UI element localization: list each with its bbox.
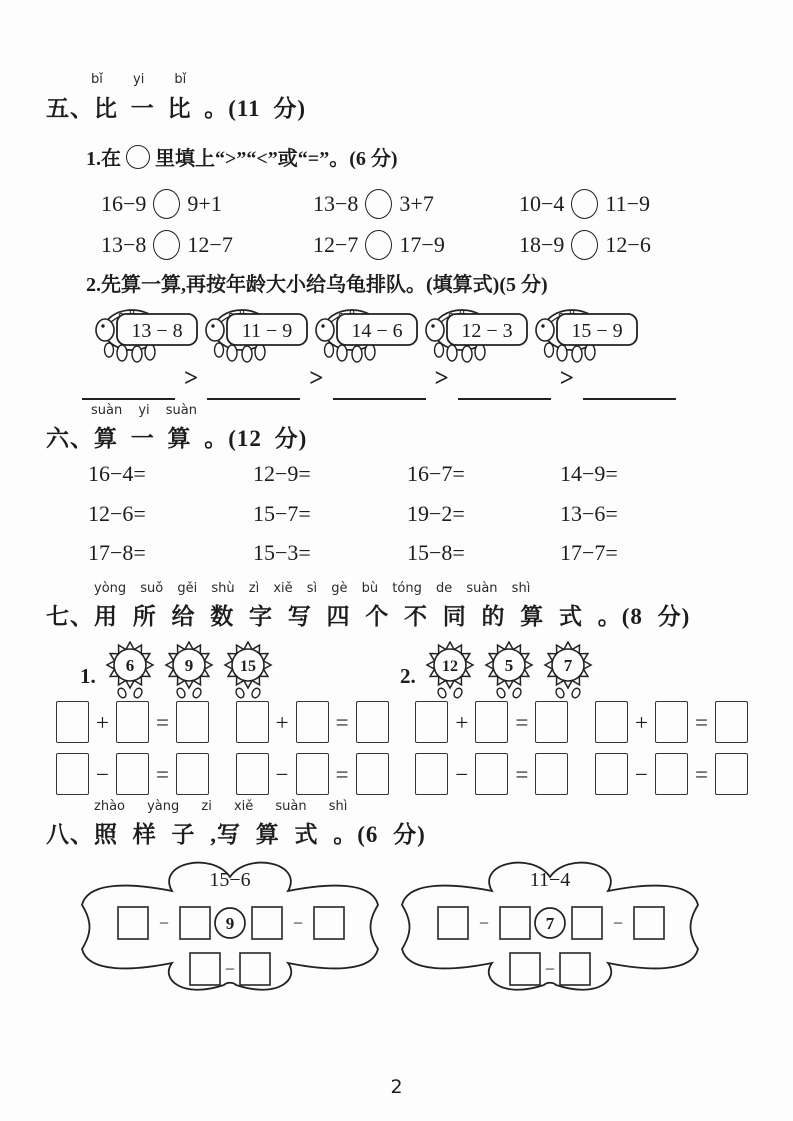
calc-problem: 17−7= <box>560 540 618 565</box>
answer-blank[interactable] <box>333 372 426 400</box>
answer-box[interactable] <box>118 907 148 939</box>
equals-sign: = <box>515 761 529 787</box>
section5-part1-instruction <box>86 142 398 171</box>
answer-box[interactable] <box>438 907 468 939</box>
section5-pinyin: bǐ yi bǐ <box>91 72 187 87</box>
comparison-problem <box>101 183 313 224</box>
flower-diagram <box>390 855 712 1005</box>
turtle-icon <box>424 300 530 364</box>
sun-icon <box>484 641 536 699</box>
plus-sign: + <box>275 709 289 735</box>
plus-sign: + <box>96 709 109 735</box>
answer-box[interactable] <box>176 701 209 743</box>
greater-than-sign: > <box>309 365 324 392</box>
calc-problem: 12−9= <box>253 461 311 486</box>
calc-problem: 12−6= <box>88 500 146 526</box>
section8-title: 八、照 样 子 ,写 算 式 。(6 分) <box>46 822 426 847</box>
expression-left: 18−9 <box>519 231 565 257</box>
section6-pinyin: suàn yi suàn <box>91 403 198 418</box>
sun-number: 5 <box>504 656 513 675</box>
plus-equation-row <box>56 701 748 743</box>
equals-sign: = <box>156 709 169 735</box>
answer-box[interactable] <box>715 701 748 743</box>
answer-box[interactable] <box>535 753 568 795</box>
sun-icon <box>105 641 157 699</box>
group-label: 2. <box>400 664 416 688</box>
group-label: 1. <box>80 664 96 688</box>
greater-than-sign: > <box>559 365 574 392</box>
answer-box[interactable] <box>296 701 329 743</box>
answer-box[interactable] <box>176 753 209 795</box>
calc-problem: 16−7= <box>407 461 465 486</box>
expression-right: 3+7 <box>399 190 434 216</box>
expression-left: 13−8 <box>313 190 359 216</box>
equation-blank-group <box>56 753 209 795</box>
answer-box[interactable] <box>180 907 210 939</box>
greater-than-sign: > <box>434 365 449 392</box>
answer-box[interactable] <box>535 701 568 743</box>
example-expression: 11−4 <box>529 869 571 891</box>
turtle-expression: 14 − 6 <box>351 320 403 342</box>
answer-box[interactable] <box>314 907 344 939</box>
sun-number: 12 <box>441 658 458 675</box>
answer-circle[interactable] <box>571 230 598 260</box>
calc-problem: 15−3= <box>253 540 311 565</box>
answer-box[interactable] <box>634 907 664 939</box>
turtle-icon <box>204 300 310 364</box>
equation-blank-group <box>595 753 748 795</box>
expression-right: 12−6 <box>605 231 651 257</box>
answer-box[interactable] <box>415 753 448 795</box>
answer-circle[interactable] <box>365 230 392 260</box>
expression-left: 12−7 <box>313 231 359 257</box>
equals-sign: = <box>694 761 708 787</box>
comparison-problem <box>313 183 519 224</box>
answer-box[interactable] <box>252 907 282 939</box>
answer-circle[interactable] <box>571 189 598 219</box>
answer-box[interactable] <box>595 753 628 795</box>
sun-icon <box>223 641 275 699</box>
answer-circle[interactable] <box>153 189 180 219</box>
equals-sign: = <box>156 761 169 787</box>
turtle-icon <box>534 300 640 364</box>
answer-box[interactable] <box>296 753 329 795</box>
section5-part2-instruction: 2.先算一算,再按年龄大小给乌龟排队。(填算式)(5 分) <box>86 274 548 296</box>
equals-sign: = <box>694 709 708 735</box>
equals-sign: = <box>335 761 349 787</box>
minus-sign: − <box>634 761 648 787</box>
answer-blank[interactable] <box>207 372 300 400</box>
comparison-problem <box>519 224 651 265</box>
answer-box[interactable] <box>236 701 269 743</box>
calculation-grid <box>88 461 618 580</box>
ranking-row <box>82 366 676 400</box>
expression-right: 11−9 <box>605 190 651 216</box>
sun-icon <box>425 641 477 699</box>
equation-blank-group <box>595 701 748 743</box>
calc-problem: 14−9= <box>560 461 618 486</box>
answer-blank[interactable] <box>458 372 551 400</box>
turtle-expression: 15 − 9 <box>571 320 623 342</box>
plus-sign: + <box>634 709 648 735</box>
answer-box[interactable] <box>116 701 149 743</box>
expression-left: 13−8 <box>101 231 147 257</box>
sun-number: 9 <box>184 656 193 675</box>
plus-sign: + <box>455 709 469 735</box>
answer-box[interactable] <box>500 907 530 939</box>
answer-box[interactable] <box>655 701 688 743</box>
answer-box[interactable] <box>475 753 508 795</box>
answer-blank[interactable] <box>583 372 676 400</box>
answer-box[interactable] <box>475 701 508 743</box>
minus-sign: − <box>275 761 289 787</box>
answer-box[interactable] <box>560 953 590 985</box>
answer-box[interactable] <box>190 953 220 985</box>
answer-circle[interactable] <box>365 189 392 219</box>
turtle-expression: 11 − 9 <box>241 320 293 342</box>
equation-blank-group <box>415 753 568 795</box>
instruction-text-after: 里填上“>”“<”或“=”。(6 分) <box>155 148 398 170</box>
answer-box[interactable] <box>655 753 688 795</box>
equals-sign: = <box>335 709 349 735</box>
equation-blank-group <box>236 701 389 743</box>
answer-box[interactable] <box>415 701 448 743</box>
comparison-problem <box>101 224 313 265</box>
calc-problem: 16−4= <box>88 461 146 486</box>
answer-box[interactable] <box>240 953 270 985</box>
turtle-icon <box>94 300 200 364</box>
minus-sign: − <box>158 913 170 933</box>
sun-number-group-1 <box>80 641 275 699</box>
center-number: 7 <box>545 914 555 933</box>
example-expression: 15−6 <box>209 869 251 891</box>
section7-pinyin: yòng suǒ gěi shù zì xiě sì gè bù tóng de suàn shì <box>94 581 531 596</box>
calc-problem: 17−8= <box>88 540 146 565</box>
minus-sign: − <box>224 959 236 979</box>
example-circle <box>126 145 150 169</box>
minus-sign: − <box>478 913 490 933</box>
minus-sign: − <box>96 761 109 787</box>
greater-than-sign: > <box>184 365 199 392</box>
answer-box[interactable] <box>56 701 89 743</box>
flower-diagram <box>70 855 392 1005</box>
answer-box[interactable] <box>510 953 540 985</box>
section8-pinyin: zhào yàng zi xiě suàn shì <box>94 799 348 814</box>
equation-blank-group <box>236 753 389 795</box>
sun-number: 15 <box>239 658 256 675</box>
expression-right: 9+1 <box>187 190 222 216</box>
sun-number: 6 <box>125 656 134 675</box>
sun-icon <box>164 641 216 699</box>
minus-sign: − <box>292 913 304 933</box>
minus-sign: − <box>612 913 624 933</box>
comparison-problem <box>519 183 651 224</box>
expression-left: 16−9 <box>101 190 147 216</box>
center-number: 9 <box>225 914 235 933</box>
section5-title: 五、比 一 比 。(11 分) <box>46 96 307 121</box>
answer-box[interactable] <box>56 753 89 795</box>
calc-problem: 15−8= <box>407 540 465 565</box>
equals-sign: = <box>515 709 529 735</box>
answer-box[interactable] <box>572 907 602 939</box>
page-number: 2 <box>390 1076 403 1098</box>
expression-right: 12−7 <box>187 231 233 257</box>
calc-problem: 13−6= <box>560 500 618 526</box>
minus-sign: − <box>455 761 469 787</box>
sun-icon <box>543 641 595 699</box>
answer-box[interactable] <box>595 701 628 743</box>
turtle-expression: 12 − 3 <box>461 320 513 342</box>
section6-title: 六、算 一 算 。(12 分) <box>46 426 308 451</box>
expression-right: 17−9 <box>399 231 445 257</box>
answer-box[interactable] <box>236 753 269 795</box>
instruction-text-before: 1.在 <box>86 148 121 170</box>
calc-problem: 15−7= <box>253 500 311 526</box>
answer-blank[interactable] <box>82 372 175 400</box>
calc-problem: 19−2= <box>407 500 465 526</box>
turtle-expression: 13 − 8 <box>131 320 183 342</box>
sun-number-group-2 <box>400 641 595 699</box>
minus-equation-row <box>56 753 748 795</box>
equation-blank-group <box>56 701 209 743</box>
answer-box[interactable] <box>715 753 748 795</box>
comparison-grid <box>101 183 651 265</box>
comparison-problem <box>313 224 519 265</box>
turtle-icon <box>314 300 420 364</box>
sun-number: 7 <box>563 656 572 675</box>
answer-box[interactable] <box>356 701 389 743</box>
expression-left: 10−4 <box>519 190 565 216</box>
answer-box[interactable] <box>356 753 389 795</box>
section7-title: 七、用 所 给 数 字 写 四 个 不 同 的 算 式 。(8 分) <box>46 604 691 629</box>
answer-circle[interactable] <box>153 230 180 260</box>
minus-sign: − <box>544 959 556 979</box>
equation-blank-group <box>415 701 568 743</box>
turtle-row <box>94 300 640 364</box>
answer-box[interactable] <box>116 753 149 795</box>
